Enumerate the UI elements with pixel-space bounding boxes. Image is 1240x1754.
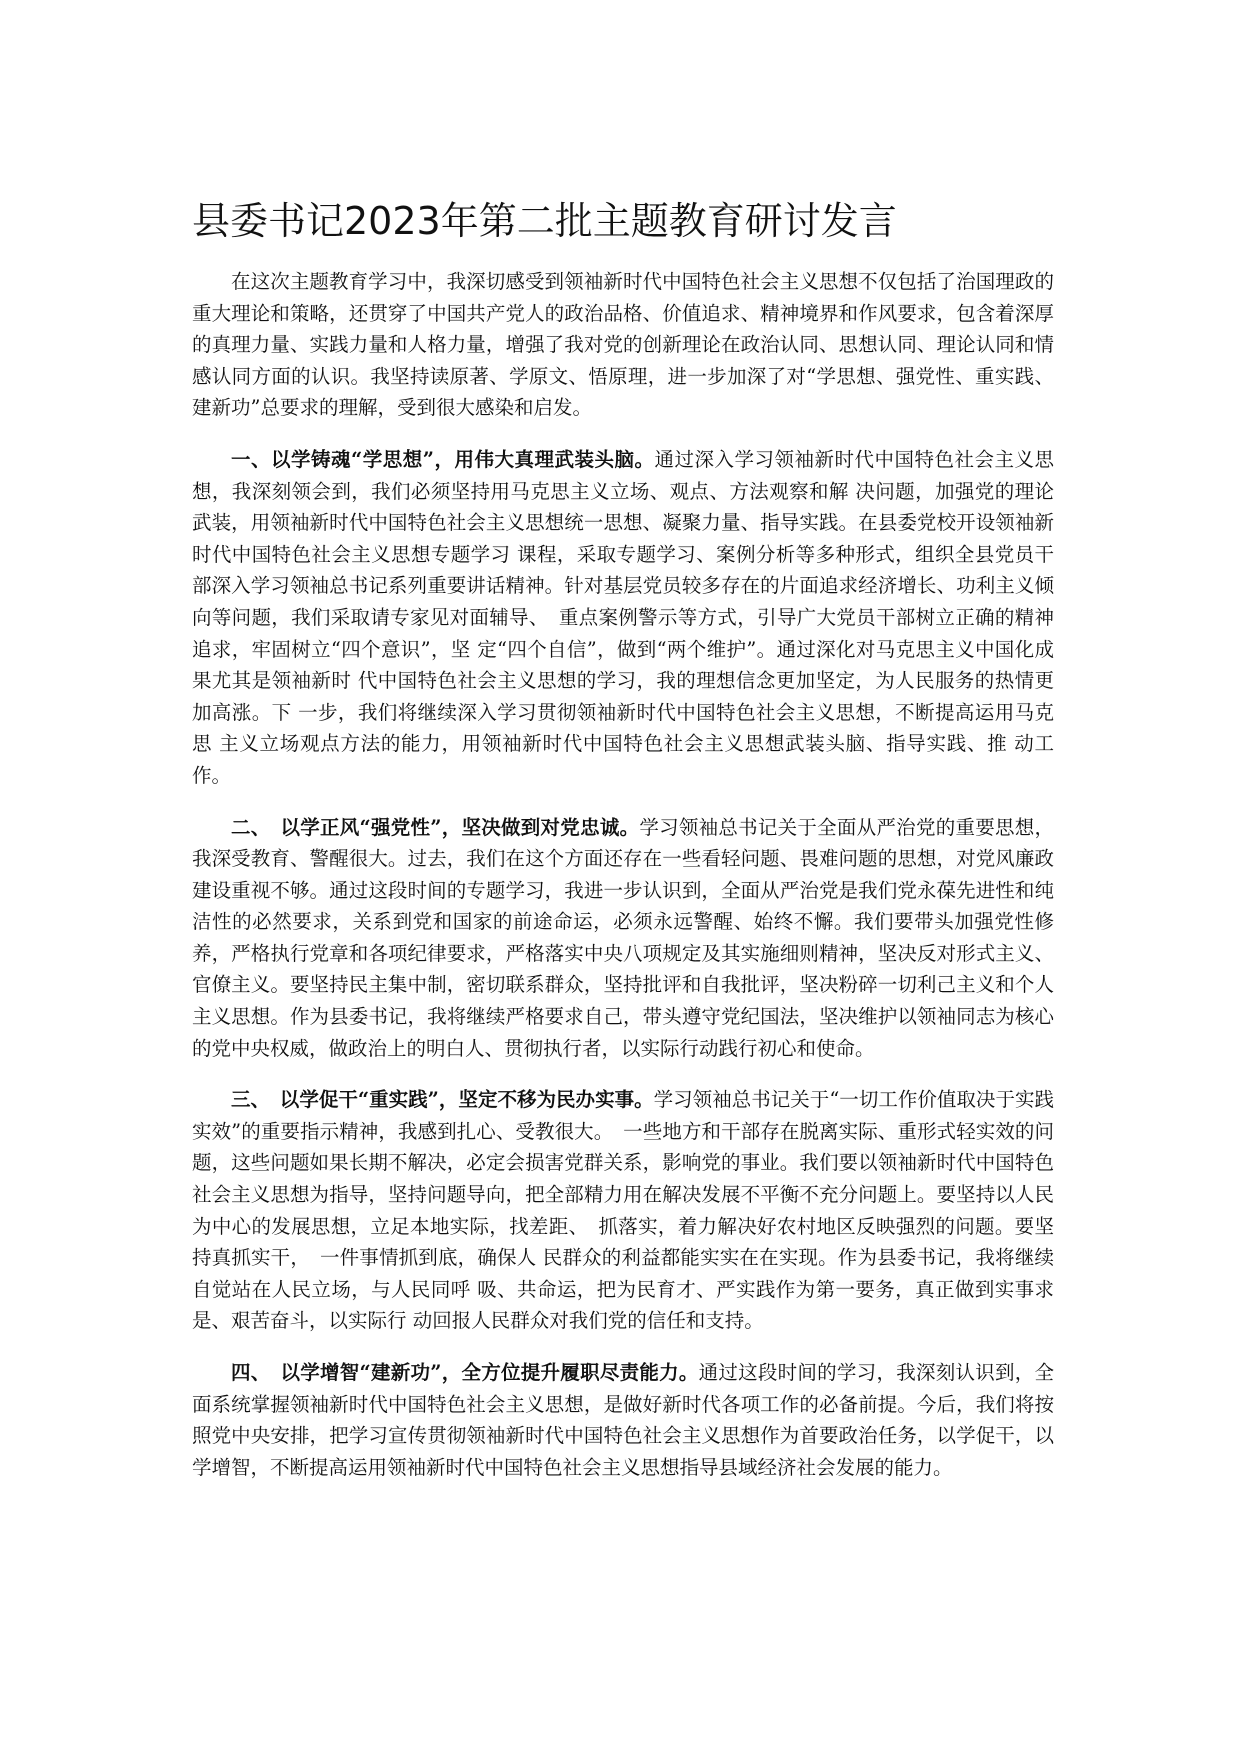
section-2-text: 学习领袖总书记关于全面从严治党的重要思想，我深受教育、警醒很大。过去，我们在这个方面还存在一些看轻问题、畏难问题的思想，对党风廉政建设重视不够。通过这段时间的专题学习，我进一步认识到，全面从严治党是我们党永葆先进性和纯洁性的必然要求，关系到党和国家的前途命运，必须永远警醒、始终不懈。我们要带头加强党性修养，严格执行党章和各项纪律要求，严格落实中央八项规定及其实施细则精神，坚决反对形式主义、官僚主义。要坚持民主集中制，密切联系群众，坚持批评和自我批评，坚决粉碎一切利己主义和个人主义思想。作为县委书记，我将继续严格要求自己，带头遵守党纪国法，坚决维护以领袖同志为核心的党中央权威，做政治上的明白人、贯彻执行者，以实际行动践行初心和使命。	[192, 815, 1054, 1060]
section-4-heading: 四、 以学增智“建新功”，全方位提升履职尽责能力。	[231, 1361, 699, 1384]
intro-paragraph: 在这次主题教育学习中，我深切感受到领袖新时代中国特色社会主义思想不仅包括了治国理政的重大理论和策略，还贯穿了中国共产党人的政治品格、价值追求、精神境界和作风要求，包含着深厚的真理力量、实践力量和人格力量，增强了我对党的创新理论在政治认同、思想认同、理论认同和情感认同方面的认识。我坚持读原著、学原文、悟原理，进一步加深了对“学思想、强党性、重实践、建新功”总要求的理解，受到很大感染和启发。	[192, 270, 1054, 420]
document-title: 县委书记2023年第二批主题教育研讨发言	[192, 199, 897, 243]
section-1-heading: 一、以学铸魂“学思想”，用伟大真理武装头脑。	[231, 447, 655, 471]
document-body	[192, 266, 1054, 1503]
section-2-heading: 二、 以学正风“强党性”，坚决做到对党忠诚。	[231, 815, 640, 839]
section-1-paragraph	[192, 444, 1054, 792]
section-3-paragraph	[192, 1084, 1054, 1337]
section-1-text: 通过深入学习领袖新时代中国特色社会主义思想，我深刻领会到，我们必须坚持用马克思主义立场、观点、方法观察和解 决问题，加强党的理论武装，用领袖新时代中国特色社会主义思想统一思想、凝聚力量、指导实践。在县委党校开设领袖新时代中国特色社会主义思想专题学习 课程，采取专题学习、案例分析等多种形式，组织全县党员干部深入学习领袖总书记系列重要讲话精神。针对基层党员较多存在的片面追求经济增长、功利主义倾向等问题，我们采取请专家见对面辅导、 重点案例警示等方式，引导广大党员干部树立正确的精神追求，牢固树立“四个意识”，坚 定“四个自信”，做到“两个维护”。通过深化对马克思主义中国化成果尤其是领袖新时 代中国特色社会主义思想的学习，我的理想信念更加坚定，为人民服务的热情更加高涨。下 一步，我们将继续深入学习贯彻领袖新时代中国特色社会主义思想，不断提高运用马克思 主义立场观点方法的能力，用领袖新时代中国特色社会主义思想武装头脑、指导实践、推 动工作。	[192, 447, 1054, 787]
section-3-heading: 三、 以学促干“重实践”，坚定不移为民办实事。	[231, 1088, 654, 1112]
section-2-paragraph	[192, 812, 1054, 1065]
section-3-text: 学习领袖总书记关于“一切工作价值取决于实践实效”的重要指示精神，我感到扎心、受教很大。 一些地方和干部存在脱离实际、重形式轻实效的问题，这些问题如果长期不解决，必定会损害党群关系，影响党的事业。我们要以领袖新时代中国特色社会主义思想为指导，坚持问题导向，把全部精力用在解决发展不平衡不充分问题上。要坚持以人民为中心的发展思想，立足本地实际，找差距、 抓落实，着力解决好农村地区反映强烈的问题。要坚持真抓实干， 一件事情抓到底，确保人 民群众的利益都能实实在在实现。作为县委书记，我将继续自觉站在人民立场，与人民同呼 吸、共命运，把为民育才、严实践作为第一要务，真正做到实事求是、艰苦奋斗，以实际行 动回报人民群众对我们党的信任和支持。	[192, 1088, 1054, 1333]
section-4-paragraph	[192, 1357, 1054, 1483]
section-4-text: 通过这段时间的学习，我深刻认识到，全面系统掌握领袖新时代中国特色社会主义思想，是做好新时代各项工作的必备前提。今后，我们将按照党中央安排，把学习宣传贯彻领袖新时代中国特色社会主义思想作为首要政治任务，以学促干，以学增智，不断提高运用领袖新时代中国特色社会主义思想指导县域经济社会发展的能力。	[192, 1361, 1054, 1479]
